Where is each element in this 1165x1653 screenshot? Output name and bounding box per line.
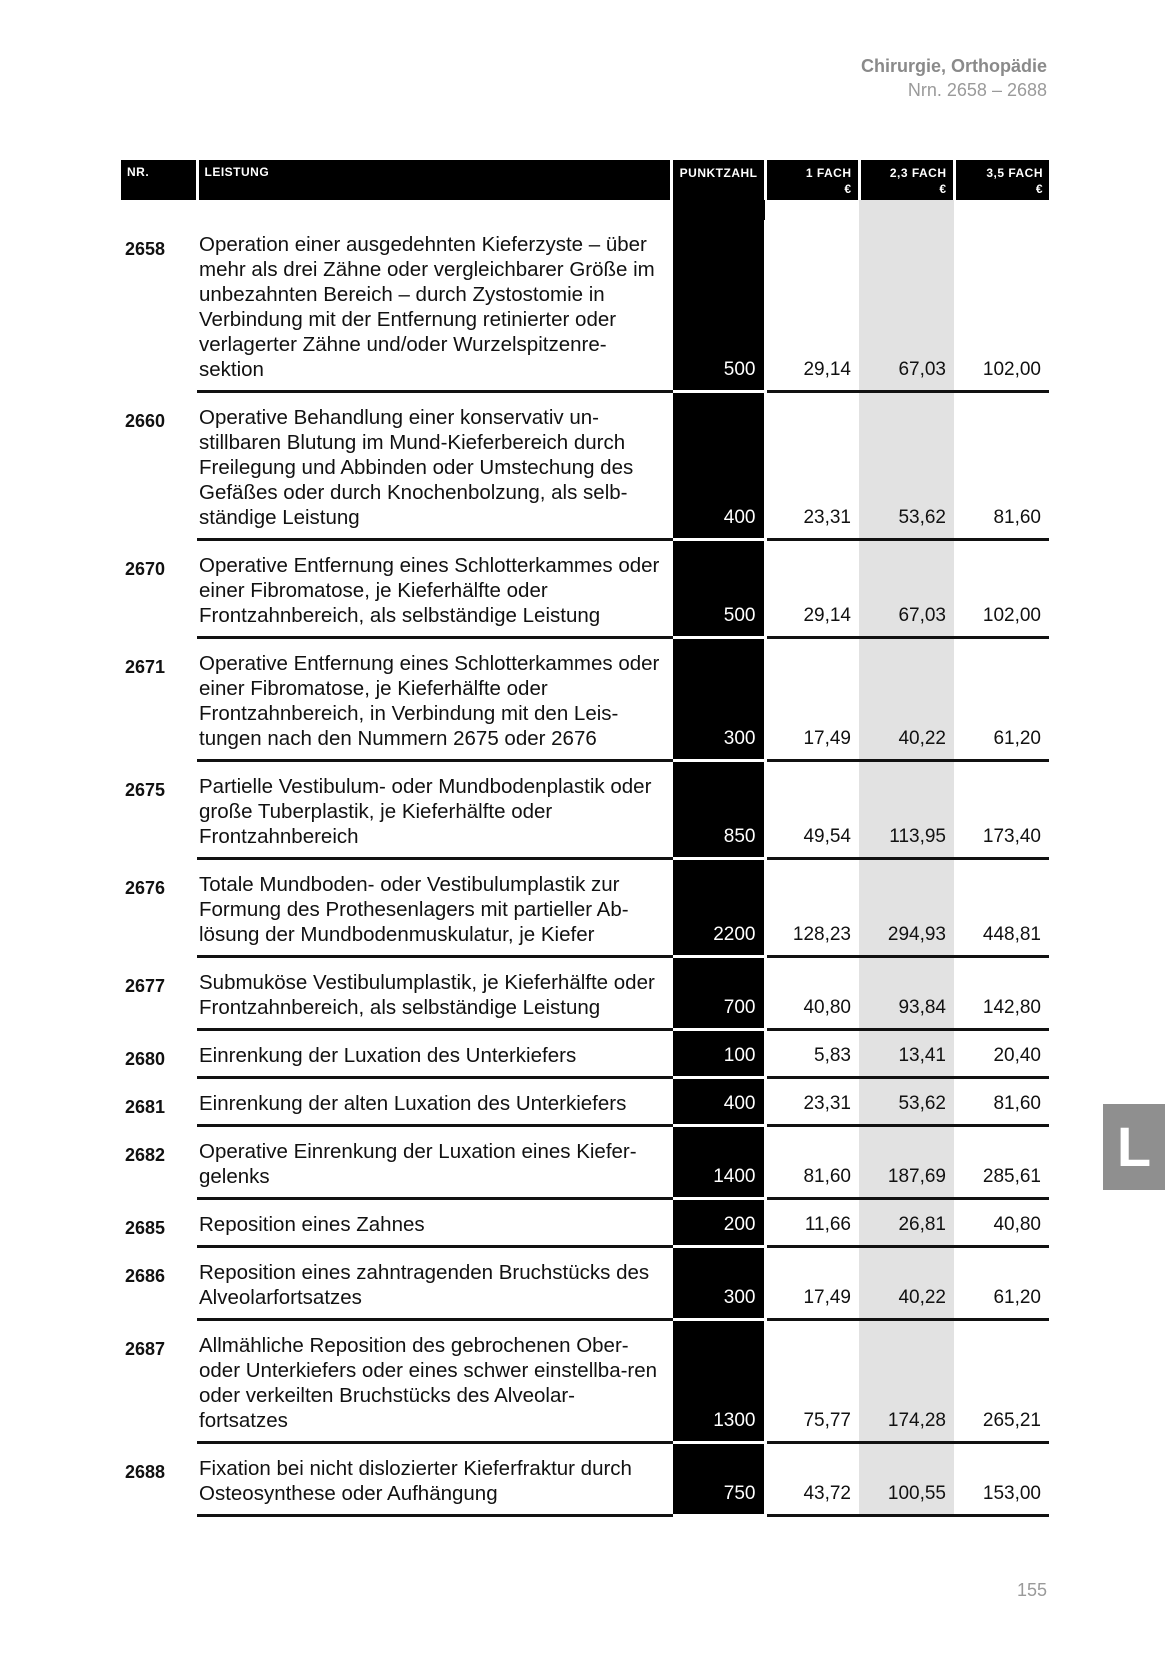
row-fee-2-3-fach: 53,62 (859, 1078, 954, 1126)
table-row (121, 1320, 1049, 1443)
row-description: Operative Einrenkung der Luxation eines Kiefer-gelenks (197, 1126, 671, 1199)
row-number: 2687 (125, 1338, 166, 1359)
row-fee-2-3-fach: 26,81 (859, 1199, 954, 1247)
table-row (121, 1443, 1049, 1516)
row-punktzahl: 750 (671, 1443, 765, 1516)
fee-table (121, 160, 1049, 1517)
col-header-leistung: LEISTUNG (197, 160, 671, 200)
row-fee-3-5-fach: 102,00 (954, 540, 1049, 638)
table-row (121, 392, 1049, 540)
row-punktzahl: 300 (671, 638, 765, 761)
row-fee-1-fach: 43,72 (765, 1443, 859, 1516)
row-fee-1-fach: 49,54 (765, 761, 859, 859)
row-punktzahl: 200 (671, 1199, 765, 1247)
row-number: 2680 (125, 1048, 166, 1069)
number-range: Nrn. 2658 – 2688 (907, 80, 1047, 100)
row-number: 2675 (125, 779, 166, 800)
col-header-2-3-fach: 2,3 FACH € (859, 160, 954, 200)
table-row (121, 859, 1049, 957)
row-fee-3-5-fach: 448,81 (954, 859, 1049, 957)
table-row (121, 1199, 1049, 1247)
table-row (121, 220, 1049, 392)
row-description: Fixation bei nicht dislozierter Kieferfraktur durch Osteosynthese oder Aufhängung (197, 1443, 671, 1516)
row-description: Operative Entfernung eines Schlotterkammes oder einer Fibromatose, je Kieferhälfte oder Frontzahnbereich, als selbständige Leistung (197, 540, 671, 638)
row-fee-1-fach: 75,77 (765, 1320, 859, 1443)
row-punktzahl: 300 (671, 1247, 765, 1320)
row-description: Totale Mundboden- oder Vestibulumplastik zur Formung des Prothesenlagers mit partieller Ab-lösung der Mundbodenmuskulatur, je Kiefer (197, 859, 671, 957)
row-number: 2658 (125, 239, 166, 259)
row-punktzahl: 400 (671, 392, 765, 540)
row-punktzahl: 500 (671, 540, 765, 638)
table-row (121, 1126, 1049, 1199)
row-fee-2-3-fach: 294,93 (859, 859, 954, 957)
row-punktzahl: 1400 (671, 1126, 765, 1199)
row-description: Submuköse Vestibulumplastik, je Kieferhälfte oder Frontzahnbereich, als selbständige Leistung (197, 957, 671, 1030)
row-fee-3-5-fach: 102,00 (954, 220, 1049, 392)
row-fee-3-5-fach: 285,61 (954, 1126, 1049, 1199)
row-number: 2681 (125, 1096, 166, 1117)
col-header-punktzahl: PUNKTZAHL (671, 160, 765, 200)
row-fee-2-3-fach: 13,41 (859, 1030, 954, 1078)
row-fee-2-3-fach: 67,03 (859, 540, 954, 638)
row-fee-1-fach: 23,31 (765, 1078, 859, 1126)
row-number: 2676 (125, 877, 166, 898)
row-punktzahl: 500 (671, 220, 765, 392)
row-description: Partielle Vestibulum- oder Mundbodenplastik oder große Tuberplastik, je Kieferhälfte oder Frontzahnbereich (197, 761, 671, 859)
row-number: 2685 (125, 1217, 166, 1238)
table-header-row (121, 160, 1049, 200)
row-description: Reposition eines zahntragenden Bruchstücks des Alveolarfortsatzes (197, 1247, 671, 1320)
row-description: Operative Entfernung eines Schlotterkammes oder einer Fibromatose, je Kieferhälfte oder Frontzahnbereich, in Verbindung mit den Leis-tungen nach den Nummern 2675 oder 2676 (197, 638, 671, 761)
currency-label: € (939, 182, 947, 196)
row-punktzahl: 1300 (671, 1320, 765, 1443)
row-description: Operation einer ausgedehnten Kieferzyste – über mehr als drei Zähne oder vergleichbarer Größe im unbezahnten Bereich – durch Zystostomie in Verbindung mit der Entfernung retinierter oder verlagerter Zähne und/oder Wurzelspitzenre-sektion (197, 220, 671, 392)
row-fee-1-fach: 29,14 (765, 540, 859, 638)
row-fee-1-fach: 128,23 (765, 859, 859, 957)
row-fee-3-5-fach: 61,20 (954, 1247, 1049, 1320)
row-number: 2682 (125, 1144, 166, 1165)
row-fee-3-5-fach: 173,40 (954, 761, 1049, 859)
row-punktzahl: 850 (671, 761, 765, 859)
row-fee-2-3-fach: 53,62 (859, 392, 954, 540)
row-punktzahl: 2200 (671, 859, 765, 957)
row-fee-1-fach: 23,31 (765, 392, 859, 540)
row-fee-2-3-fach: 40,22 (859, 1247, 954, 1320)
table-row (121, 1078, 1049, 1126)
row-number: 2670 (125, 558, 166, 579)
row-number: 2677 (125, 975, 166, 996)
col-header-nr: NR. (121, 160, 197, 200)
row-fee-1-fach: 17,49 (765, 638, 859, 761)
row-punktzahl: 700 (671, 957, 765, 1030)
currency-label: € (844, 182, 852, 196)
row-fee-2-3-fach: 187,69 (859, 1126, 954, 1199)
row-fee-2-3-fach: 113,95 (859, 761, 954, 859)
section-title: Chirurgie, Orthopädie (860, 56, 1047, 76)
row-fee-2-3-fach: 40,22 (859, 638, 954, 761)
row-number: 2686 (125, 1265, 166, 1286)
row-fee-1-fach: 81,60 (765, 1126, 859, 1199)
col-header-3-5-fach: 3,5 FACH € (954, 160, 1049, 200)
row-fee-2-3-fach: 100,55 (859, 1443, 954, 1516)
table-row (121, 540, 1049, 638)
row-fee-3-5-fach: 81,60 (954, 1078, 1049, 1126)
row-fee-3-5-fach: 61,20 (954, 638, 1049, 761)
row-description: Einrenkung der Luxation des Unterkiefers (197, 1030, 671, 1078)
row-fee-3-5-fach: 81,60 (954, 392, 1049, 540)
row-number: 2688 (125, 1461, 166, 1482)
row-fee-2-3-fach: 67,03 (859, 220, 954, 392)
row-punktzahl: 400 (671, 1078, 765, 1126)
row-fee-1-fach: 40,80 (765, 957, 859, 1030)
row-fee-3-5-fach: 142,80 (954, 957, 1049, 1030)
row-description: Einrenkung der alten Luxation des Unterkiefers (197, 1078, 671, 1126)
row-number: 2660 (125, 410, 166, 431)
row-fee-2-3-fach: 174,28 (859, 1320, 954, 1443)
row-description: Reposition eines Zahnes (197, 1199, 671, 1247)
row-fee-3-5-fach: 153,00 (954, 1443, 1049, 1516)
row-fee-1-fach: 29,14 (765, 220, 859, 392)
row-description: Allmähliche Reposition des gebrochenen Ober- oder Unterkiefers oder eines schwer einstellba-ren oder verkeilten Bruchstücks des Alveolar-fortsatzes (197, 1320, 671, 1443)
page-number: 155 (1016, 1580, 1047, 1600)
table-row (121, 957, 1049, 1030)
row-fee-2-3-fach: 93,84 (859, 957, 954, 1030)
row-fee-3-5-fach: 40,80 (954, 1199, 1049, 1247)
table-body (121, 200, 1049, 1516)
table-row (121, 638, 1049, 761)
row-number: 2671 (125, 656, 166, 677)
row-fee-1-fach: 11,66 (765, 1199, 859, 1247)
row-fee-1-fach: 17,49 (765, 1247, 859, 1320)
table-row (121, 1247, 1049, 1320)
row-fee-1-fach: 5,83 (765, 1030, 859, 1078)
running-header (861, 54, 1047, 102)
row-description: Operative Behandlung einer konservativ un-stillbaren Blutung im Mund-Kieferbereich durch Freilegung und Abbinden oder Umstechung des Gefäßes oder durch Knochenbolzung, als selb-ständige Leistung (197, 392, 671, 540)
col-header-1-fach: 1 FACH € (765, 160, 859, 200)
row-fee-3-5-fach: 265,21 (954, 1320, 1049, 1443)
table-row (121, 1030, 1049, 1078)
currency-label: € (1035, 182, 1043, 196)
row-punktzahl: 100 (671, 1030, 765, 1078)
row-fee-3-5-fach: 20,40 (954, 1030, 1049, 1078)
table-row (121, 761, 1049, 859)
chapter-tab: L (1103, 1104, 1165, 1190)
